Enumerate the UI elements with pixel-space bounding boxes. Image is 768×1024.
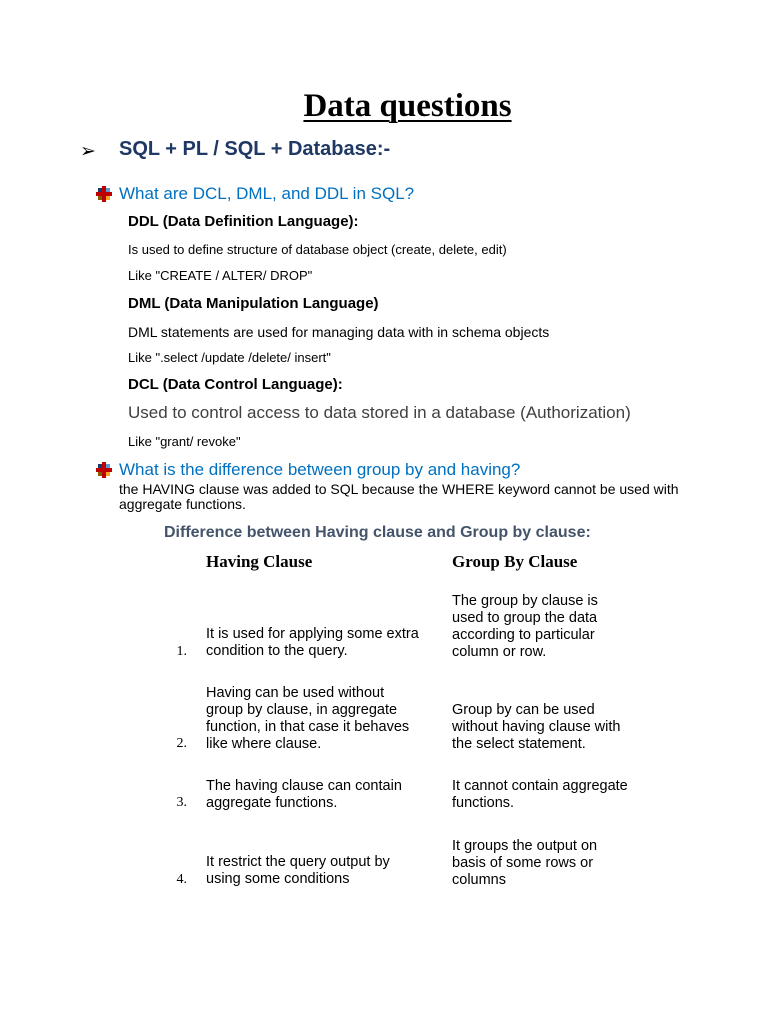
dcl-description: Used to control access to data stored in a database (Authorization) xyxy=(128,403,631,422)
plus-bullet-icon xyxy=(96,462,112,478)
row-number: 3. xyxy=(176,795,187,810)
ddl-examples: Like "CREATE / ALTER/ DROP" xyxy=(128,268,313,283)
dml-heading: DML (Data Manipulation Language) xyxy=(128,295,379,312)
column-header-group-by: Group By Clause xyxy=(452,552,578,571)
arrowhead-bullet-icon: ➢ xyxy=(80,141,96,162)
having-cell: It is used for applying some extra condition to the query. xyxy=(206,626,419,659)
dml-description: DML statements are used for managing data with in schema objects xyxy=(128,324,550,340)
ddl-description: Is used to define structure of database object (create, delete, edit) xyxy=(128,242,507,257)
ddl-heading: DDL (Data Definition Language): xyxy=(128,213,359,230)
table-title: Difference between Having clause and Group by clause: xyxy=(164,524,591,541)
group-by-cell: Group by can be used without having clause with the select statement. xyxy=(452,702,621,752)
having-cell: The having clause can contain aggregate functions. xyxy=(206,778,402,811)
column-header-having: Having Clause xyxy=(206,552,313,571)
group-by-cell: The group by clause is used to group the data according to particular column or row. xyxy=(452,593,598,660)
dcl-examples: Like "grant/ revoke" xyxy=(128,434,241,449)
row-number: 4. xyxy=(176,872,187,887)
dml-examples: Like ".select /update /delete/ insert" xyxy=(128,350,331,365)
having-cell: It restrict the query output by using some conditions xyxy=(206,854,390,887)
question-group-by-having: What is the difference between group by and having? xyxy=(119,460,521,479)
having-cell: Having can be used without group by clause, in aggregate function, in that case it behaves like where clause. xyxy=(206,685,410,752)
section-heading: SQL + PL / SQL + Database:- xyxy=(119,138,391,160)
row-number: 1. xyxy=(176,644,187,659)
having-answer: the HAVING clause was added to SQL because the WHERE keyword cannot be used with aggregate functions. xyxy=(119,481,679,512)
question-dcl-dml-ddl: What are DCL, DML, and DDL in SQL? xyxy=(119,184,415,203)
plus-bullet-icon xyxy=(96,186,112,202)
page-title: Data questions xyxy=(303,88,512,124)
group-by-cell: It groups the output on basis of some rows or columns xyxy=(452,838,598,888)
dcl-heading: DCL (Data Control Language): xyxy=(128,376,343,393)
row-number: 2. xyxy=(176,736,187,751)
group-by-cell: It cannot contain aggregate functions. xyxy=(452,778,628,811)
